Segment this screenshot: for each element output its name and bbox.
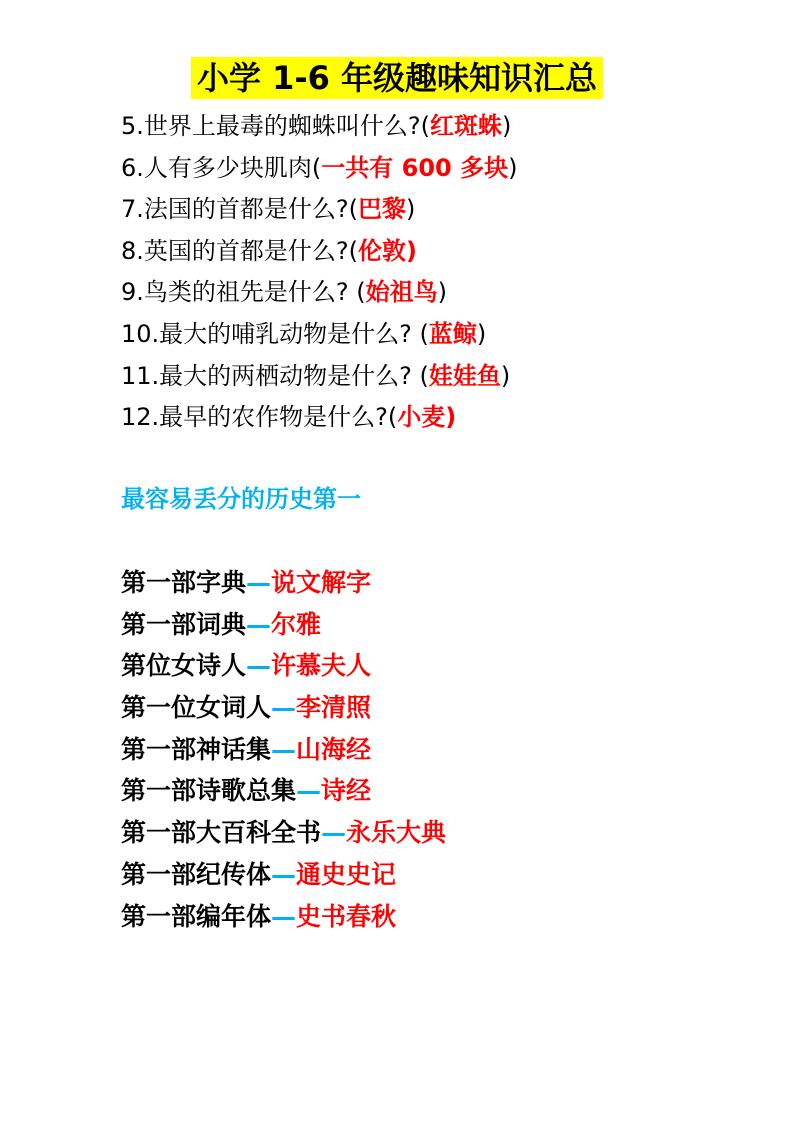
history-first-item xyxy=(121,645,446,687)
em-dash: — xyxy=(271,859,297,889)
question-item xyxy=(121,314,517,356)
first-label: 第一部诗歌总集 xyxy=(121,776,297,806)
question-item xyxy=(121,148,517,190)
question-item xyxy=(121,397,517,439)
first-answer: 许慕夫人 xyxy=(271,651,372,681)
first-answer: 通史史记 xyxy=(296,859,397,889)
first-label: 第位女诗人 xyxy=(121,651,247,681)
first-label: 第一部大百科全书 xyxy=(121,818,322,848)
question-text: 12.最早的农作物是什么? xyxy=(121,403,388,432)
question-text: 5.世界上最毒的蜘蛛叫什么? xyxy=(121,112,421,140)
question-item xyxy=(121,189,517,231)
first-label: 第一部编年体 xyxy=(121,901,272,931)
title-block xyxy=(0,57,794,99)
answer-text: 一共有 600 多块 xyxy=(321,153,509,182)
em-dash: — xyxy=(246,568,272,597)
question-text: 10.最大的哺乳动物是什么? xyxy=(121,319,420,348)
history-first-item xyxy=(121,770,446,812)
em-dash: — xyxy=(246,651,272,681)
question-item xyxy=(121,272,517,314)
history-first-item xyxy=(121,604,446,646)
em-dash: — xyxy=(246,609,272,639)
first-answer: 李清照 xyxy=(296,693,372,723)
close-paren: ) xyxy=(406,195,416,224)
page-title: 小学 1-6 年级趣味知识汇总 xyxy=(191,57,603,99)
first-answer: 尔雅 xyxy=(271,609,322,639)
close-paren: ) xyxy=(502,112,512,140)
history-firsts-list xyxy=(121,562,446,937)
question-text: 8.英国的首都是什么? xyxy=(121,236,349,265)
first-answer: 诗经 xyxy=(321,776,372,806)
first-answer: 史书春秋 xyxy=(296,901,397,931)
question-item xyxy=(121,106,517,148)
answer-text: 小麦) xyxy=(397,403,457,432)
close-paren: ) xyxy=(508,153,518,182)
open-paren: ( xyxy=(387,403,398,432)
em-dash: — xyxy=(271,693,297,723)
first-label: 第一部神话集 xyxy=(121,734,272,764)
first-answer: 说文解字 xyxy=(271,568,372,597)
question-list xyxy=(121,106,517,439)
history-first-item xyxy=(121,687,446,729)
history-first-item xyxy=(121,729,446,771)
em-dash: — xyxy=(321,818,347,848)
close-paren: ) xyxy=(476,319,487,348)
em-dash: — xyxy=(296,776,322,806)
open-paren: ( xyxy=(311,153,322,182)
first-label: 第一位女词人 xyxy=(121,693,272,723)
question-text: 11.最大的两栖动物是什么? xyxy=(121,361,420,390)
open-paren: ( xyxy=(356,278,366,307)
question-text: 7.法国的首都是什么? xyxy=(121,195,349,224)
answer-text: 巴黎 xyxy=(358,195,407,224)
history-first-item xyxy=(121,812,446,854)
question-item xyxy=(121,231,517,273)
question-text: 6.人有多少块肌肉 xyxy=(121,153,312,182)
history-first-item xyxy=(121,854,446,896)
open-paren: ( xyxy=(420,112,431,140)
em-dash: — xyxy=(271,901,297,931)
close-paren: ) xyxy=(500,361,511,390)
history-section-heading: 最容易丢分的历史第一 xyxy=(121,484,361,513)
open-paren: ( xyxy=(348,195,359,224)
open-paren: ( xyxy=(348,236,359,265)
question-text: 9.鸟类的祖先是什么? xyxy=(121,278,357,307)
answer-text: 红斑蛛 xyxy=(430,112,503,140)
first-label: 第一部词典 xyxy=(121,609,247,639)
answer-text: 蓝鲸 xyxy=(428,319,477,348)
first-answer: 永乐大典 xyxy=(346,818,447,848)
first-label: 第一部字典 xyxy=(121,568,247,597)
first-label: 第一部纪传体 xyxy=(121,859,272,889)
open-paren: ( xyxy=(419,319,429,348)
question-item xyxy=(121,356,517,398)
answer-text: 伦敦) xyxy=(358,236,417,265)
answer-text: 始祖鸟 xyxy=(365,278,438,307)
open-paren: ( xyxy=(419,361,429,390)
first-answer: 山海经 xyxy=(296,734,372,764)
answer-text: 娃娃鱼 xyxy=(428,361,501,390)
em-dash: — xyxy=(271,734,297,764)
close-paren: ) xyxy=(437,278,448,307)
history-first-item xyxy=(121,896,446,938)
history-first-item xyxy=(121,562,446,604)
